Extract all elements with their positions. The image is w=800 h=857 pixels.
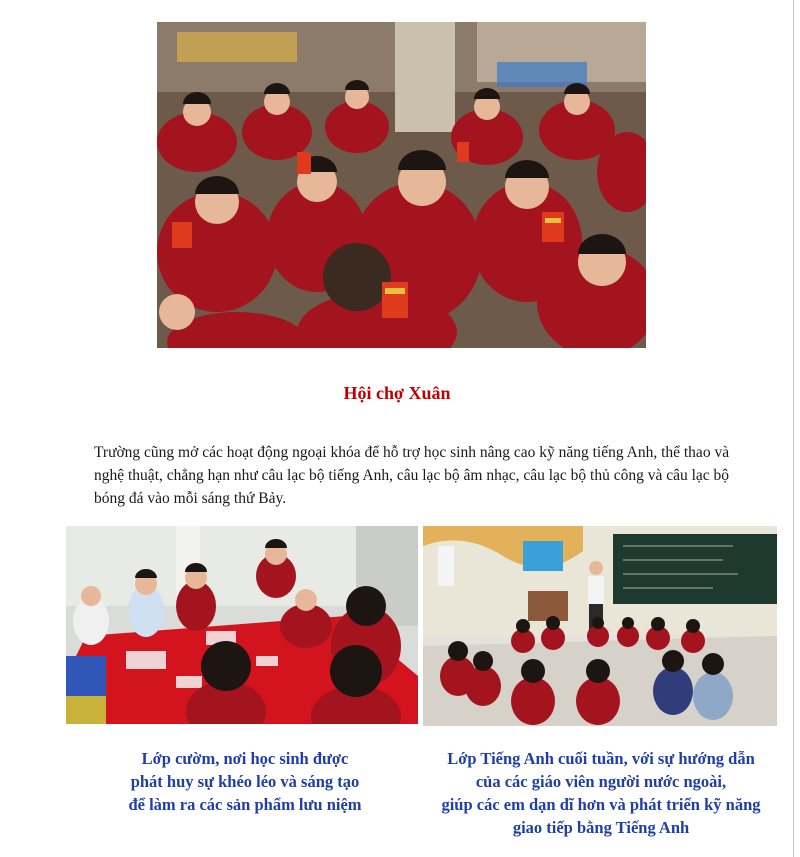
page-border [793, 0, 794, 857]
english-class-photo [423, 526, 777, 726]
english-class-caption [418, 747, 784, 839]
spring-fair-photo [157, 22, 646, 348]
description-paragraph: Trường cũng mở các hoạt động ngoại khóa để hỗ trợ học sinh nâng cao kỹ năng tiếng Anh, thể thao và nghệ thuật, chẳng hạn như câu lạc bộ tiếng Anh, câu lạc bộ âm nhạc, câu lạc bộ thủ công và câu lạc bộ bóng đá vào mỗi sáng thứ Bảy. [94, 444, 730, 507]
caption-line: Lớp cườm, nơi học sinh được [141, 749, 349, 768]
caption-line: để làm ra các sản phẩm lưu niệm [128, 795, 362, 814]
page-title: Hội chợ Xuân [343, 383, 451, 403]
caption-line: phát huy sự khéo léo và sáng tạo [130, 772, 360, 791]
caption-line: Lớp Tiếng Anh cuối tuần, với sự hướng dẫn [447, 749, 755, 768]
caption-line: giao tiếp bằng Tiếng Anh [512, 818, 690, 837]
caption-line: của các giáo viên người nước ngoài, [475, 772, 727, 791]
bead-class-caption [70, 747, 420, 816]
caption-line: giúp các em dạn dĩ hơn và phát triển kỹ năng [441, 795, 761, 814]
bead-class-photo [66, 526, 418, 724]
